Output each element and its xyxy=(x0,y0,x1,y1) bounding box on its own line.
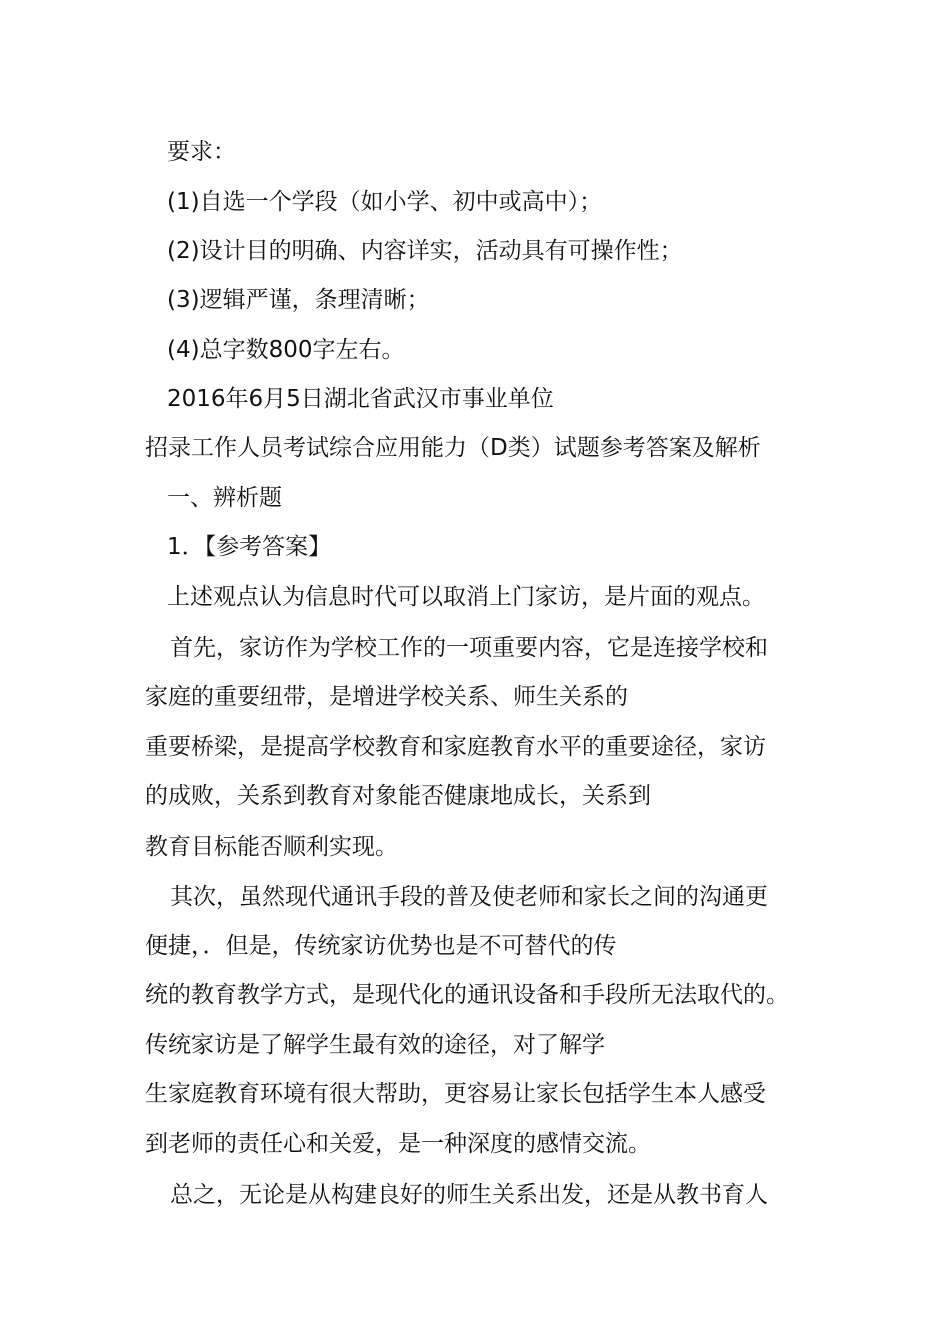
paragraph-line: 教育目标能否顺利实现。 xyxy=(145,834,398,860)
paragraph-line: 重要桥梁，是提高学校教育和家庭教育水平的重要途径，家访 xyxy=(145,734,766,760)
requirement-item-3: (3)逻辑严谨，条理清晰； xyxy=(167,287,430,313)
paragraph-line: 传统家访是了解学生最有效的途径，对了解学 xyxy=(145,1032,605,1058)
requirements-heading: 要求： xyxy=(167,139,236,165)
requirement-item-4: (4)总字数800字左右。 xyxy=(167,337,405,363)
section-heading: 一、辨析题 xyxy=(167,485,282,511)
paragraph-line: 家庭的重要纽带，是增进学校关系、师生关系的 xyxy=(145,684,628,710)
requirement-item-2: (2)设计目的明确、内容详实，活动具有可操作性； xyxy=(167,238,683,264)
exam-title-line-2: 招录工作人员考试综合应用能力（D类）试题参考答案及解析 xyxy=(145,435,761,461)
paragraph-line: 到老师的责任心和关爱，是一种深度的感情交流。 xyxy=(145,1131,651,1157)
requirement-item-1: (1)自选一个学段（如小学、初中或高中）； xyxy=(167,189,603,215)
paragraph-line: 首先，家访作为学校工作的一项重要内容，它是连接学校和 xyxy=(170,635,768,661)
paragraph-line: 其次，虽然现代通讯手段的普及使老师和家长之间的沟通更 xyxy=(170,884,768,910)
paragraph-line: 统的教育教学方式，是现代化的通讯设备和手段所无法取代的。 xyxy=(145,982,789,1008)
exam-title-line-1: 2016年6月5日湖北省武汉市事业单位 xyxy=(167,386,554,412)
paragraph-line: 总之，无论是从构建良好的师生关系出发，还是从教书育人 xyxy=(170,1182,768,1208)
paragraph-line: 的成败，关系到教育对象能否健康地成长，关系到 xyxy=(145,783,651,809)
paragraph-line: 便捷，．但是，传统家访优势也是不可替代的传 xyxy=(145,933,617,959)
paragraph-line: 生家庭教育环境有很大帮助，更容易让家长包括学生本人感受 xyxy=(145,1081,766,1107)
answer-heading: 1．【参考答案】 xyxy=(167,534,332,560)
paragraph-line: 上述观点认为信息时代可以取消上门家访，是片面的观点。 xyxy=(167,584,765,610)
